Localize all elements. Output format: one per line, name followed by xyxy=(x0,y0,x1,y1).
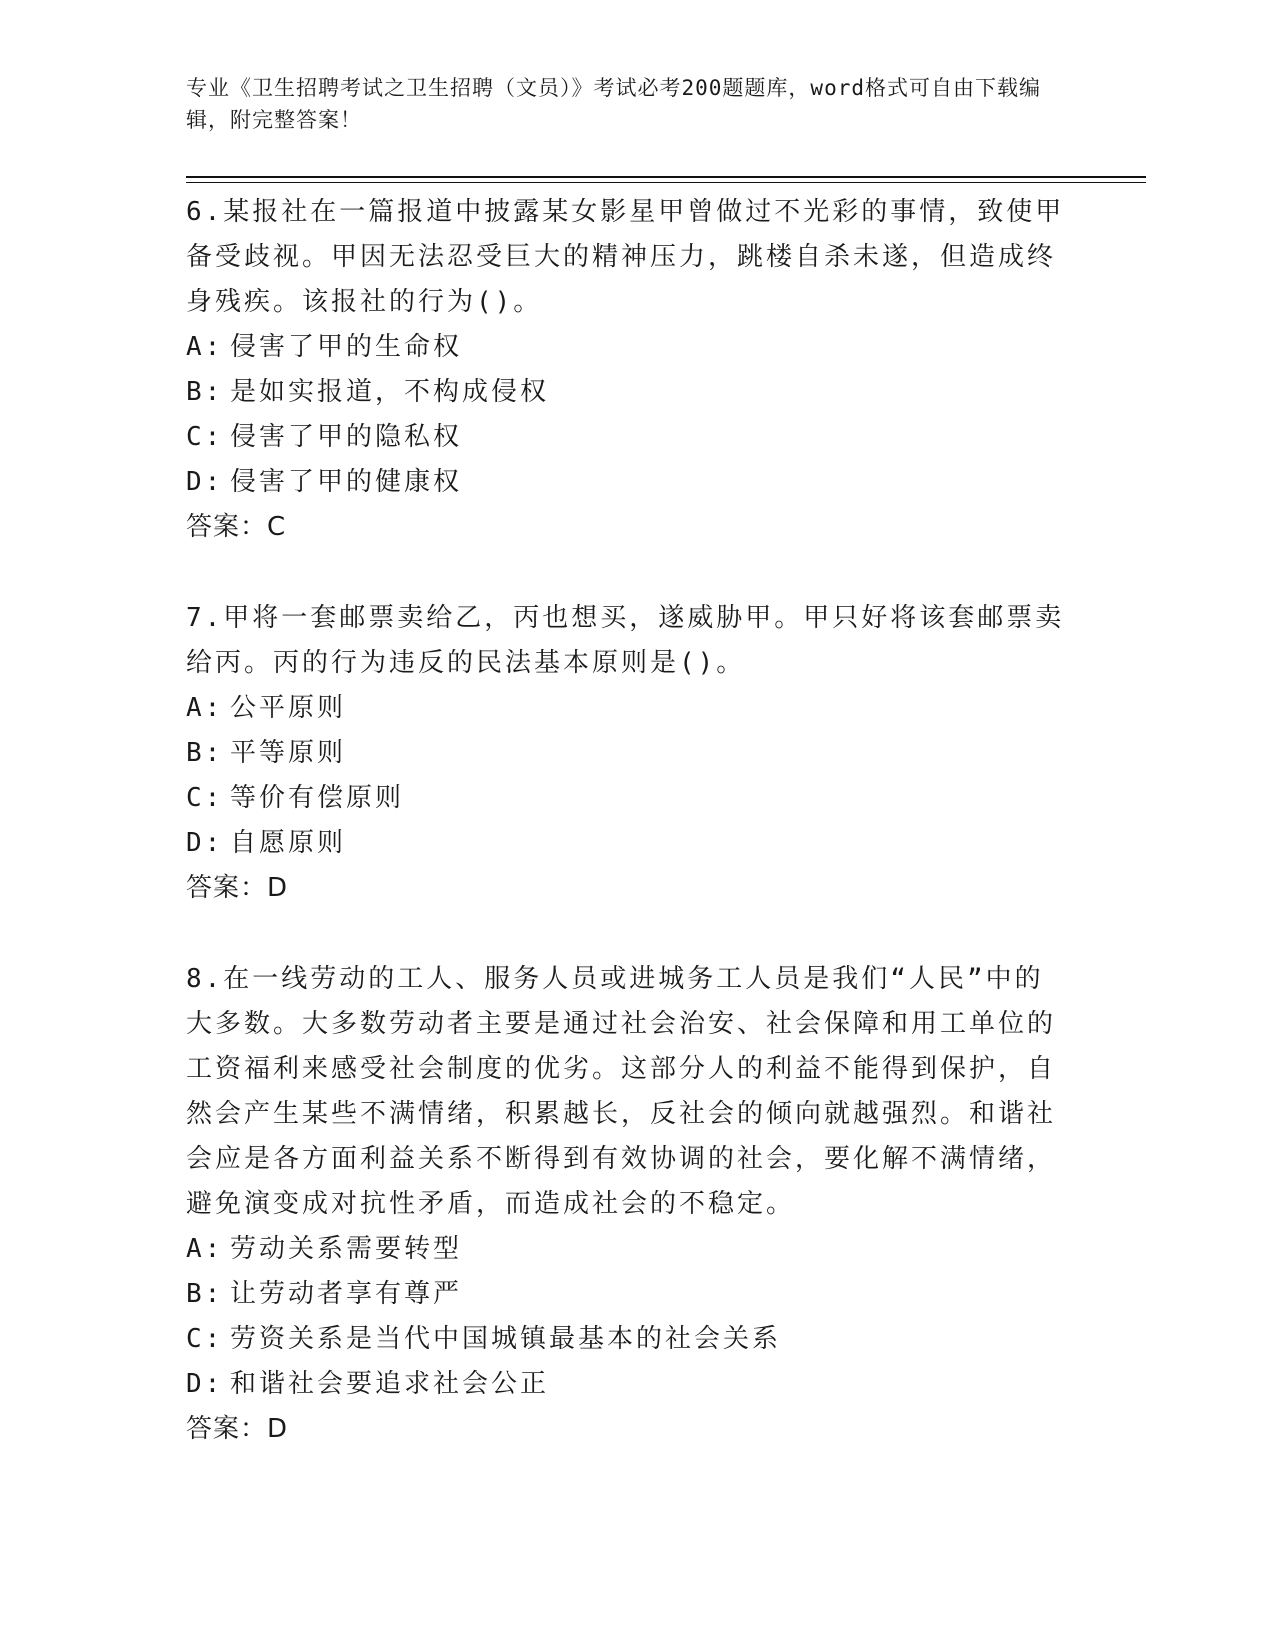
option-d xyxy=(186,460,1066,505)
answer-line: 答案：D xyxy=(186,1414,289,1444)
option-letter: B: xyxy=(186,377,224,407)
question-stem: 7.甲将一套邮票卖给乙，丙也想买，遂威胁甲。甲只好将该套邮票卖给丙。丙的行为违反的民法基本原则是()。 xyxy=(186,603,1065,678)
header-divider-thick xyxy=(186,176,1146,178)
option-text: 劳资关系是当代中国城镇最基本的社会关系 xyxy=(230,1324,782,1354)
option-text: 劳动关系需要转型 xyxy=(230,1234,463,1264)
option-text: 侵害了甲的隐私权 xyxy=(230,422,463,452)
option-text: 公平原则 xyxy=(230,693,347,723)
option-letter: C: xyxy=(186,783,224,813)
option-letter: C: xyxy=(186,1324,224,1354)
option-text: 侵害了甲的生命权 xyxy=(230,332,463,362)
option-a xyxy=(186,325,1066,370)
option-a xyxy=(186,1227,1066,1272)
question-6 xyxy=(186,190,1066,550)
option-b xyxy=(186,1272,1066,1317)
question-7 xyxy=(186,596,1066,911)
option-letter: D: xyxy=(186,828,224,858)
option-text: 自愿原则 xyxy=(230,828,347,858)
option-letter: A: xyxy=(186,332,224,362)
option-letter: D: xyxy=(186,1369,224,1399)
answer-line: 答案：C xyxy=(186,512,287,542)
option-b xyxy=(186,731,1066,776)
option-a xyxy=(186,686,1066,731)
option-text: 平等原则 xyxy=(230,738,347,768)
option-text: 等价有偿原则 xyxy=(230,783,405,813)
question-list xyxy=(186,190,1066,1498)
option-letter: D: xyxy=(186,467,224,497)
option-text: 和谐社会要追求社会公正 xyxy=(230,1369,550,1399)
question-stem: 8.在一线劳动的工人、服务人员或进城务工人员是我们“人民”中的大多数。大多数劳动者主要是通过社会治安、社会保障和用工单位的工资福利来感受社会制度的优劣。这部分人的利益不能得到保护，自然会产生某些不满情绪，积累越长，反社会的倾向就越强烈。和谐社会应是各方面利益关系不断得到有效协调的社会，要化解不满情绪，避免演变成对抗性矛盾，而造成社会的不稳定。 xyxy=(186,964,1057,1219)
option-letter: A: xyxy=(186,1234,224,1264)
option-text: 是如实报道，不构成侵权 xyxy=(230,377,550,407)
option-letter: B: xyxy=(186,1279,224,1309)
option-c xyxy=(186,1317,1066,1362)
question-8 xyxy=(186,957,1066,1452)
option-c xyxy=(186,776,1066,821)
option-letter: C: xyxy=(186,422,224,452)
question-stem: 6.某报社在一篇报道中披露某女影星甲曾做过不光彩的事情，致使甲备受歧视。甲因无法忍受巨大的精神压力，跳楼自杀未遂，但造成终身残疾。该报社的行为()。 xyxy=(186,197,1065,317)
option-letter: B: xyxy=(186,738,224,768)
answer-line: 答案：D xyxy=(186,873,289,903)
header-divider-thin xyxy=(186,182,1146,183)
option-letter: A: xyxy=(186,693,224,723)
option-c xyxy=(186,415,1066,460)
option-b xyxy=(186,370,1066,415)
option-text: 让劳动者享有尊严 xyxy=(230,1279,463,1309)
option-text: 侵害了甲的健康权 xyxy=(230,467,463,497)
option-d xyxy=(186,1362,1066,1407)
document-header: 专业《卫生招聘考试之卫生招聘（文员）》考试必考200题题库，word格式可自由下载编辑，附完整答案！ xyxy=(186,76,1041,132)
option-d xyxy=(186,821,1066,866)
